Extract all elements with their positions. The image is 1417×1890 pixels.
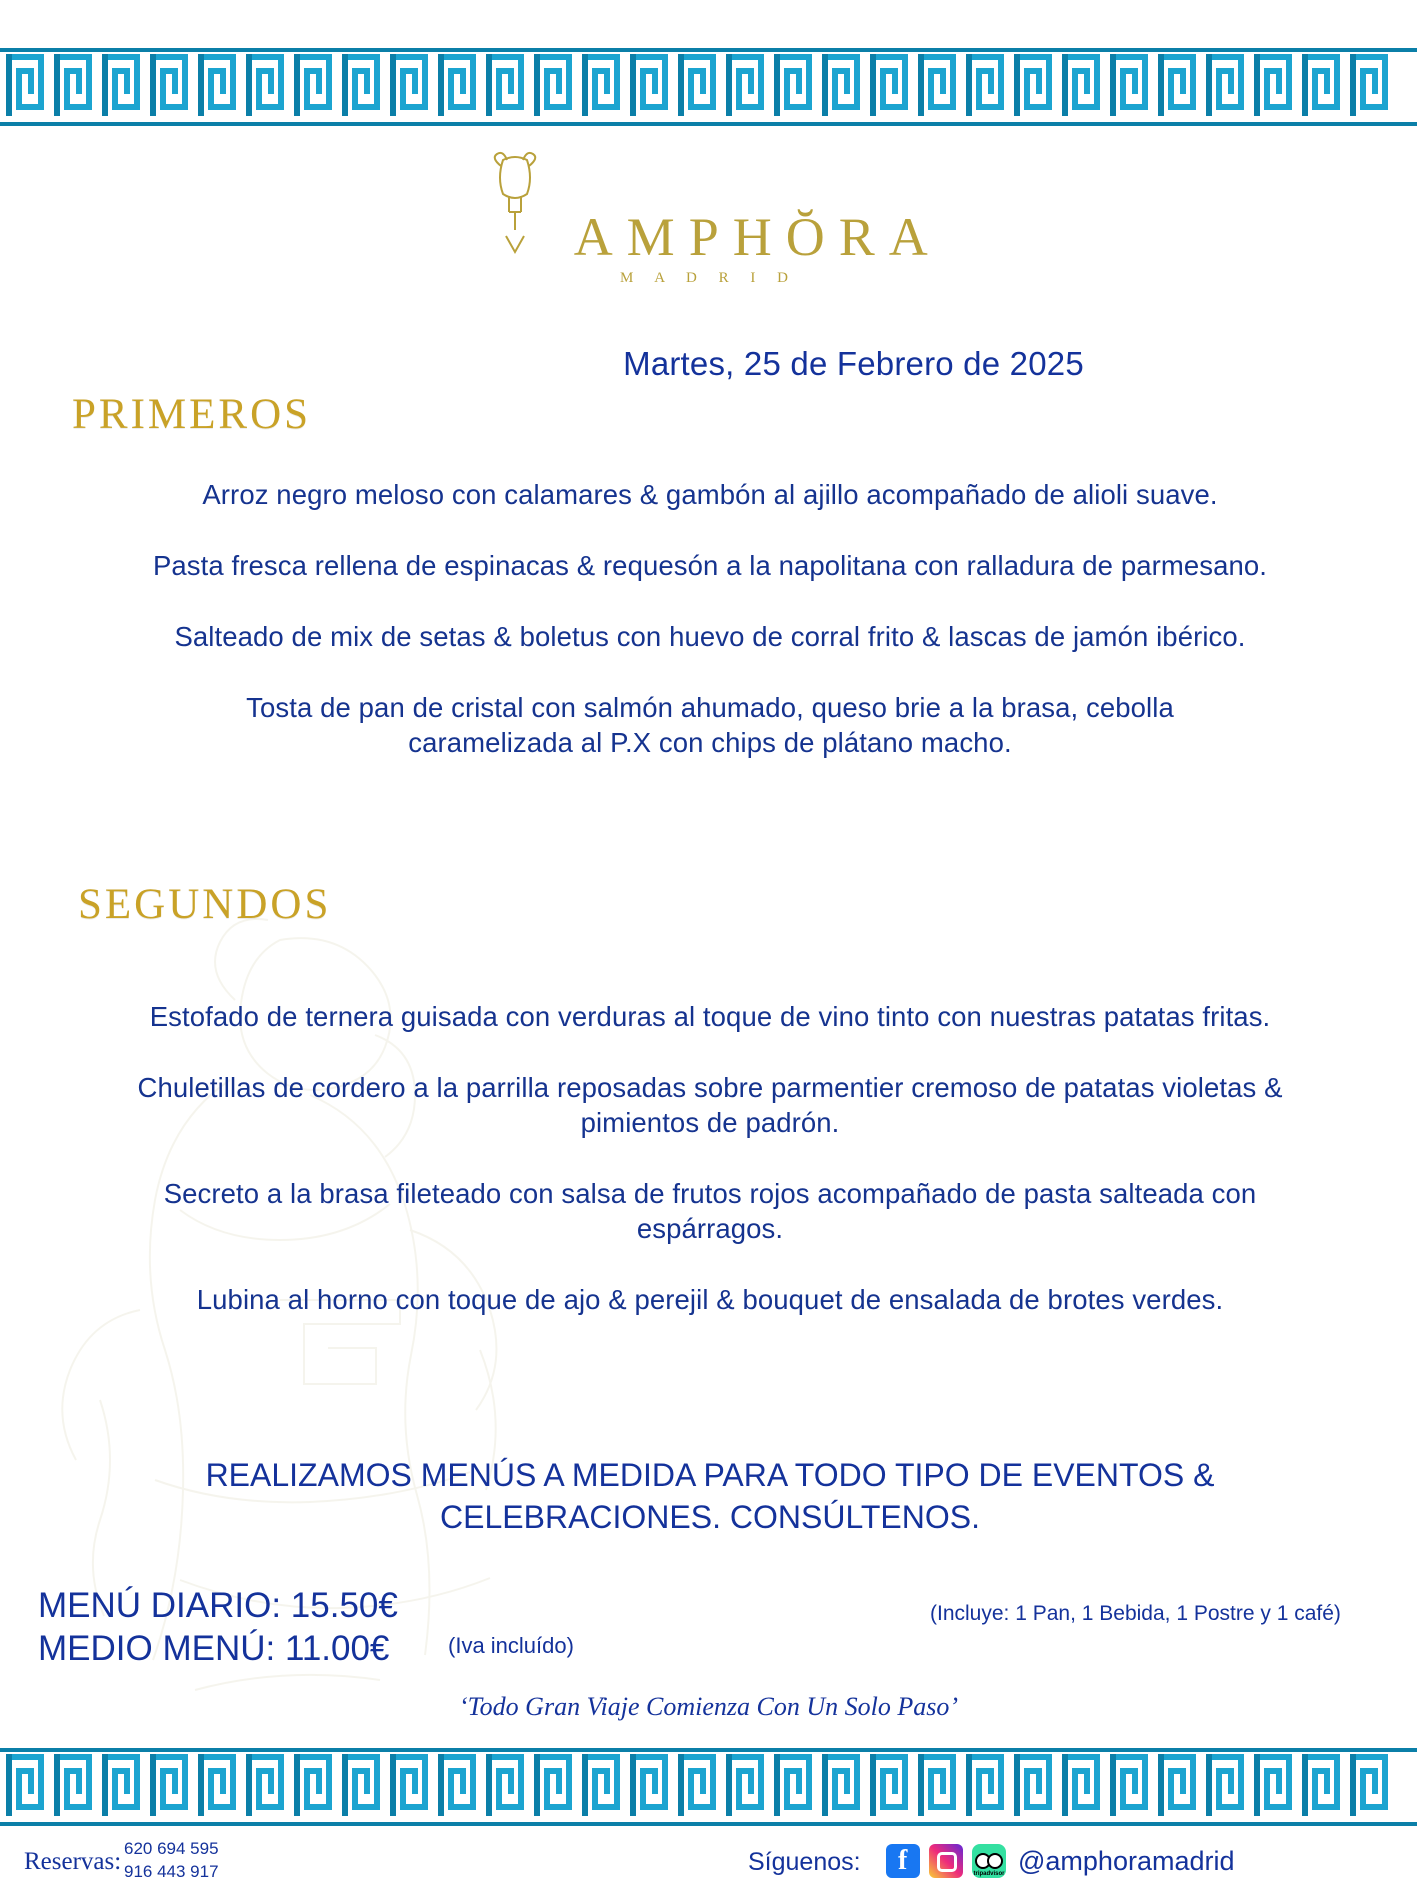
greek-key-motif <box>150 54 194 116</box>
bottom-greek-key-border <box>0 1748 1417 1826</box>
dish-item: Secreto a la brasa fileteado con salsa de frutos rojos acompañado de pasta salteada con espárragos. <box>163 1177 1257 1244</box>
daily-menu-price: MENÚ DIARIO: 15.50€ <box>38 1586 398 1625</box>
slogan: ‘Todo Gran Viaje Comienza Con Un Solo Paso’ <box>458 1692 959 1721</box>
greek-key-motif <box>1014 54 1058 116</box>
half-menu-price: MEDIO MENÚ: 11.00€ <box>38 1628 390 1668</box>
greek-key-motif <box>342 54 386 116</box>
greek-key-motif <box>54 1754 98 1816</box>
greek-key-motif <box>726 54 770 116</box>
reservations-phones <box>124 1838 219 1884</box>
border-rule-bottom <box>0 1822 1417 1826</box>
phone-number: 916 443 917 <box>124 1861 219 1881</box>
footer <box>0 1836 1417 1890</box>
greek-key-motif <box>534 54 578 116</box>
greek-key-motif <box>1254 1754 1298 1816</box>
greek-key-motif <box>582 54 626 116</box>
menu-date: Martes, 25 de Febrero de 2025 <box>623 345 1084 382</box>
greek-key-motif <box>486 1754 530 1816</box>
facebook-icon[interactable] <box>886 1844 920 1878</box>
greek-key-motif <box>1158 1754 1202 1816</box>
social-icon-group <box>886 1844 1006 1878</box>
social-handle: @amphoramadrid <box>1018 1846 1235 1876</box>
greek-key-motif <box>966 1754 1010 1816</box>
dish-item: Estofado de ternera guisada con verduras al toque de vino tinto con nuestras patatas fritas. <box>149 1001 1271 1032</box>
greek-key-motif <box>246 54 290 116</box>
greek-key-motif <box>294 54 338 116</box>
greek-key-motif <box>630 1754 674 1816</box>
greek-key-motif <box>438 54 482 116</box>
greek-key-motif <box>774 54 818 116</box>
reservations-label: Reservas: <box>24 1848 122 1875</box>
greek-key-motif <box>1302 54 1346 116</box>
greek-key-motif <box>438 1754 482 1816</box>
section-title-primeros: PRIMEROS <box>72 391 312 438</box>
greek-key-motif <box>918 1754 962 1816</box>
includes-note: (Incluye: 1 Pan, 1 Bebida, 1 Postre y 1 café) <box>930 1602 1341 1625</box>
events-notice: REALIZAMOS MENÚS A MEDIDA PARA TODO TIPO DE EVENTOS & CELEBRACIONES. CONSÚLTENOS. <box>205 1457 1215 1535</box>
brand-logo <box>0 150 1417 287</box>
greek-key-motif <box>1014 1754 1058 1816</box>
greek-key-motif <box>1302 1754 1346 1816</box>
greek-key-motif <box>486 54 530 116</box>
greek-key-motif <box>870 1754 914 1816</box>
greek-key-motif <box>102 1754 146 1816</box>
greek-key-pattern <box>6 1754 1394 1816</box>
greek-key-motif <box>726 1754 770 1816</box>
greek-key-motif <box>1110 54 1154 116</box>
brand-subtitle: M A D R I D <box>620 270 797 286</box>
border-rule-top <box>0 1748 1417 1752</box>
greek-key-motif <box>294 1754 338 1816</box>
dish-item: Arroz negro meloso con calamares & gambón al ajillo acompañado de alioli suave. <box>202 479 1218 510</box>
dish-item: Chuletillas de cordero a la parrilla reposadas sobre parmentier cremoso de patatas violetas & pimientos de padrón. <box>137 1071 1283 1138</box>
greek-key-motif <box>966 54 1010 116</box>
greek-key-motif <box>582 1754 626 1816</box>
top-greek-key-border <box>0 48 1417 126</box>
greek-key-motif <box>630 54 674 116</box>
greek-key-motif <box>6 54 50 116</box>
greek-key-motif <box>534 1754 578 1816</box>
greek-key-motif <box>1062 54 1106 116</box>
border-rule-bottom <box>0 122 1417 126</box>
greek-key-motif <box>774 1754 818 1816</box>
greek-key-motif <box>1350 1754 1394 1816</box>
greek-key-motif <box>54 54 98 116</box>
dish-item: Salteado de mix de setas & boletus con huevo de corral frito & lascas de jamón ibérico. <box>174 620 1246 652</box>
greek-key-motif <box>342 1754 386 1816</box>
greek-key-motif <box>246 1754 290 1816</box>
greek-key-motif <box>870 54 914 116</box>
tripadvisor-eye-right <box>987 1853 1003 1869</box>
greek-key-motif <box>1062 1754 1106 1816</box>
amphora-icon <box>475 150 555 255</box>
dish-list-primeros <box>60 478 1360 797</box>
greek-key-motif <box>1110 1754 1154 1816</box>
dish-item: Tosta de pan de cristal con salmón ahumado, queso brie a la brasa, cebolla caramelizada al P.X con chips de plátano macho. <box>246 691 1174 758</box>
greek-key-motif <box>822 54 866 116</box>
greek-key-motif <box>918 54 962 116</box>
dish-list-segundos <box>60 1000 1360 1354</box>
greek-key-motif <box>150 1754 194 1816</box>
greek-key-motif <box>1206 1754 1250 1816</box>
greek-key-motif <box>822 1754 866 1816</box>
tripadvisor-wordmark: tripadvisor <box>973 1871 1005 1877</box>
pricing-block <box>38 1585 398 1670</box>
brand-name: AMPHŎRA <box>573 207 942 267</box>
tripadvisor-icon[interactable] <box>972 1844 1006 1878</box>
greek-key-motif <box>102 54 146 116</box>
greek-key-motif <box>6 1754 50 1816</box>
dish-item: Lubina al horno con toque de ajo & perejil & bouquet de ensalada de brotes verdes. <box>196 1283 1224 1315</box>
greek-key-motif <box>1350 54 1394 116</box>
greek-key-motif <box>1206 54 1250 116</box>
instagram-icon[interactable] <box>929 1844 963 1878</box>
greek-key-motif <box>390 1754 434 1816</box>
follow-label: Síguenos: <box>748 1848 861 1876</box>
section-title-segundos: SEGUNDOS <box>78 881 332 928</box>
dish-item: Pasta fresca rellena de espinacas & requesón a la napolitana con ralladura de parmesano. <box>152 549 1268 581</box>
tax-note: (Iva incluído) <box>448 1633 574 1658</box>
border-rule-top <box>0 48 1417 52</box>
greek-key-motif <box>678 1754 722 1816</box>
phone-number: 620 694 595 <box>124 1839 219 1858</box>
greek-key-pattern <box>6 54 1394 116</box>
greek-key-motif <box>198 54 242 116</box>
greek-key-motif <box>678 54 722 116</box>
greek-key-motif <box>1254 54 1298 116</box>
greek-key-motif <box>1158 54 1202 116</box>
greek-key-motif <box>198 1754 242 1816</box>
greek-key-motif <box>390 54 434 116</box>
